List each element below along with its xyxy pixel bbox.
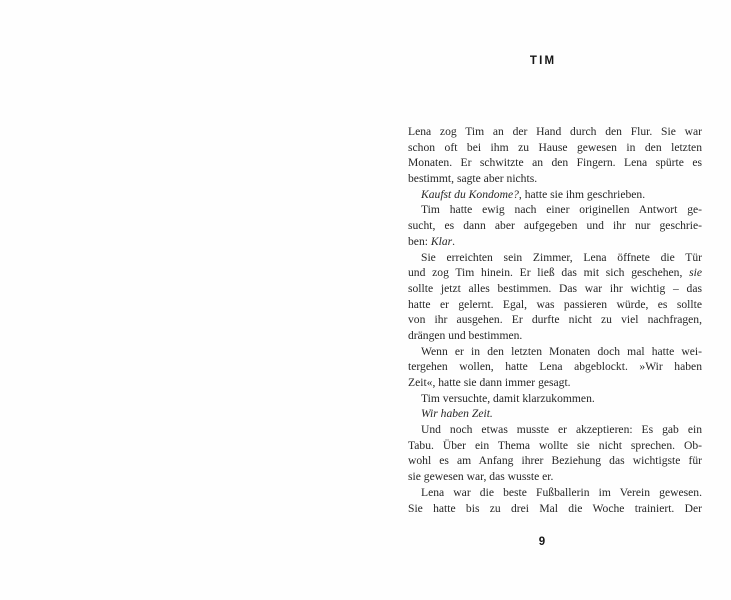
text-line <box>408 297 702 313</box>
text-line <box>408 234 702 250</box>
text-line <box>408 265 702 281</box>
text-line <box>408 406 702 422</box>
text-line <box>408 202 702 218</box>
body-text: wohl es am Anfang ihrer Beziehung das wichtigste für <box>408 454 702 468</box>
text-line <box>408 218 702 234</box>
text-line <box>408 312 702 328</box>
text-line <box>408 359 702 375</box>
body-text: sie gewesen war, das wusste er. <box>408 470 554 484</box>
text-line <box>408 469 702 485</box>
text-line <box>408 281 702 297</box>
italic-text: Kaufst du Kondome? <box>421 187 519 201</box>
body-text: Monaten. Er schwitzte an den Fingern. Lena spürte es <box>408 156 702 170</box>
text-line <box>408 438 702 454</box>
text-line <box>408 344 702 360</box>
body-text: ben: <box>408 234 431 248</box>
text-line <box>408 124 702 140</box>
body-text: . <box>452 234 456 248</box>
text-line <box>408 140 702 156</box>
body-text: drängen und bestimmen. <box>408 328 523 342</box>
body-text: sollte jetzt alles bestimmen. Das war ihr wichtig – das <box>408 281 702 295</box>
text-line <box>408 155 702 171</box>
chapter-header: TIM <box>529 55 557 67</box>
italic-text: sie <box>689 266 702 280</box>
text-line <box>408 328 702 344</box>
body-text: Und noch etwas musste er akzeptieren: Es gab ein <box>421 423 702 437</box>
italic-text: Wir haben Zeit. <box>421 407 493 421</box>
body-text: Tabu. Über ein Thema wollte sie nicht sprechen. Ob- <box>408 438 702 452</box>
body-text: Lena zog Tim an der Hand durch den Flur. Sie war <box>408 125 702 138</box>
body-text: sucht, es dann aber aufgegeben und ihr nur geschrie- <box>408 219 702 233</box>
body-text: hatte er gelernt. Egal, was passieren würde, es sollte <box>408 297 702 311</box>
text-line <box>408 453 702 469</box>
body-text: , hatte sie ihm geschrieben. <box>518 187 646 201</box>
text-line <box>408 485 702 501</box>
italic-text: Klar <box>430 234 453 248</box>
page-number: 9 <box>538 536 546 548</box>
body-text: Tim hatte ewig nach einer originellen Antwort ge- <box>421 203 702 217</box>
body-text: tergehen wollen, hatte Lena abgeblockt. »Wir haben <box>408 360 702 374</box>
body-text: und zog Tim hinein. Er ließ das mit sich geschehen, <box>408 266 690 280</box>
body-text: Tim versuchte, damit klarzukommen. <box>421 391 595 405</box>
body-text: Zeit«, hatte sie dann immer gesagt. <box>408 376 571 389</box>
text-line <box>408 375 702 391</box>
body-text: bestimmt, sagte aber nichts. <box>408 172 538 186</box>
body-text: Sie hatte bis zu drei Mal die Woche trainiert. Der <box>408 501 702 515</box>
body-text: Sie erreichten sein Zimmer, Lena öffnete die Tür <box>421 250 702 264</box>
text-line <box>408 187 702 203</box>
text-line <box>408 422 702 438</box>
body-text: von ihr ausgehen. Er durfte nicht zu viel nachfragen, <box>408 313 702 327</box>
body-text: Lena war die beste Fußballerin im Verein gewesen. <box>421 485 702 499</box>
body-text: schon oft bei ihm zu Hause gewesen in den letzten <box>408 140 702 154</box>
body-text: Wenn er in den letzten Monaten doch mal hatte wei- <box>421 344 702 358</box>
text-line <box>408 171 702 187</box>
text-line <box>408 250 702 266</box>
text-line <box>408 501 702 517</box>
text-line <box>408 391 702 407</box>
text-block <box>408 124 702 516</box>
